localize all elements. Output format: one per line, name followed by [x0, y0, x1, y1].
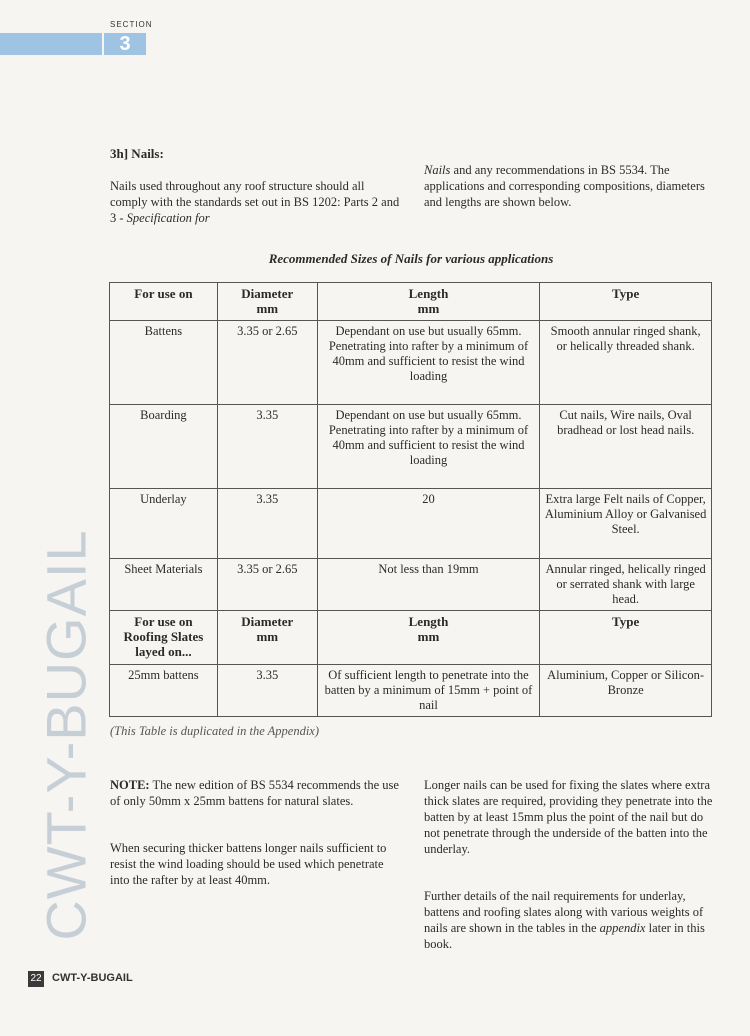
- section-heading: 3h] Nails:: [110, 146, 164, 161]
- table-caption: Recommended Sizes of Nails for various applications: [268, 251, 554, 266]
- cell-length: Dependant on use but usually 65mm. Penetrating into rafter by a minimum of 40mm and sufficient to resist the wind loading: [317, 321, 540, 405]
- nails-table: [109, 282, 712, 717]
- cell-use: Battens: [110, 321, 218, 405]
- cell-diameter: 3.35 or 2.65: [217, 321, 317, 405]
- table-row: [110, 321, 712, 405]
- cell-use: Sheet Materials: [110, 559, 218, 611]
- cell-length: Not less than 19mm: [317, 559, 540, 611]
- section-label: SECTION: [110, 20, 153, 29]
- cell-use: Boarding: [110, 405, 218, 489]
- table-row: [110, 665, 712, 717]
- cell-type: Annular ringed, helically ringed or serrated shank with large head.: [540, 559, 712, 611]
- section-band: [0, 33, 102, 55]
- footer-brand: CWT-Y-BUGAIL: [52, 972, 133, 984]
- right-paragraph-1: Longer nails can be used for fixing the slates where extra thick slates are required, providing they penetrate into the batten by at least 15mm plus the point of the nail but do not penetrate through the underside of the batten into the underlay.: [424, 778, 713, 856]
- cell-use: Underlay: [110, 489, 218, 559]
- left-paragraph-2: When securing thicker battens longer nails sufficient to resist the wind loading should be used which penetrate into the rafter by at least 40mm.: [110, 841, 387, 887]
- table-header-row-2: [110, 611, 712, 665]
- cell-type: Aluminium, Copper or Silicon-Bronze: [540, 665, 712, 717]
- section-number: 3: [104, 33, 146, 55]
- table-header-row: [110, 283, 712, 321]
- header-diameter: Diameter mm: [217, 283, 317, 321]
- cell-length: 20: [317, 489, 540, 559]
- intro-right: Nails and any recommendations in BS 5534. The applications and corresponding compositions, diameters and lengths are shown below.: [424, 163, 705, 209]
- cell-type: Smooth annular ringed shank, or helically threaded shank.: [540, 321, 712, 405]
- page-number: 22: [28, 971, 44, 987]
- table-row: [110, 405, 712, 489]
- intro-left: Nails used throughout any roof structure should all comply with the standards set out in BS 1202: Parts 2 and 3 - Specification for: [110, 179, 400, 225]
- header2-diameter: Diameter mm: [217, 611, 317, 665]
- cell-length: Of sufficient length to penetrate into the batten by a minimum of 15mm + point of nail: [317, 665, 540, 717]
- cell-diameter: 3.35: [217, 665, 317, 717]
- cell-type: Extra large Felt nails of Copper, Aluminium Alloy or Galvanised Steel.: [540, 489, 712, 559]
- note-paragraph: NOTE: The new edition of BS 5534 recommends the use of only 50mm x 25mm battens for natural slates.: [110, 778, 399, 808]
- cell-diameter: 3.35: [217, 405, 317, 489]
- cell-use: 25mm battens: [110, 665, 218, 717]
- table-row: [110, 489, 712, 559]
- header2-use: For use on Roofing Slates layed on...: [110, 611, 218, 665]
- header2-length: Length mm: [317, 611, 540, 665]
- table-note: (This Table is duplicated in the Appendix): [110, 724, 320, 738]
- header2-type: Type: [540, 611, 712, 665]
- cell-type: Cut nails, Wire nails, Oval bradhead or lost head nails.: [540, 405, 712, 489]
- right-paragraph-2: Further details of the nail requirements for underlay, battens and roofing slates along with various weights of nails are shown in the tables in the appendix later in this book.: [424, 889, 705, 951]
- cell-diameter: 3.35 or 2.65: [217, 559, 317, 611]
- cell-length: Dependant on use but usually 65mm. Penetrating into rafter by a minimum of 40mm and sufficient to resist the wind loading: [317, 405, 540, 489]
- table-row: [110, 559, 712, 611]
- header-type: Type: [540, 283, 712, 321]
- side-brand-text: CWT-Y-BUGAIL: [34, 529, 98, 941]
- cell-diameter: 3.35: [217, 489, 317, 559]
- header-length: Length mm: [317, 283, 540, 321]
- header-use: For use on: [110, 283, 218, 321]
